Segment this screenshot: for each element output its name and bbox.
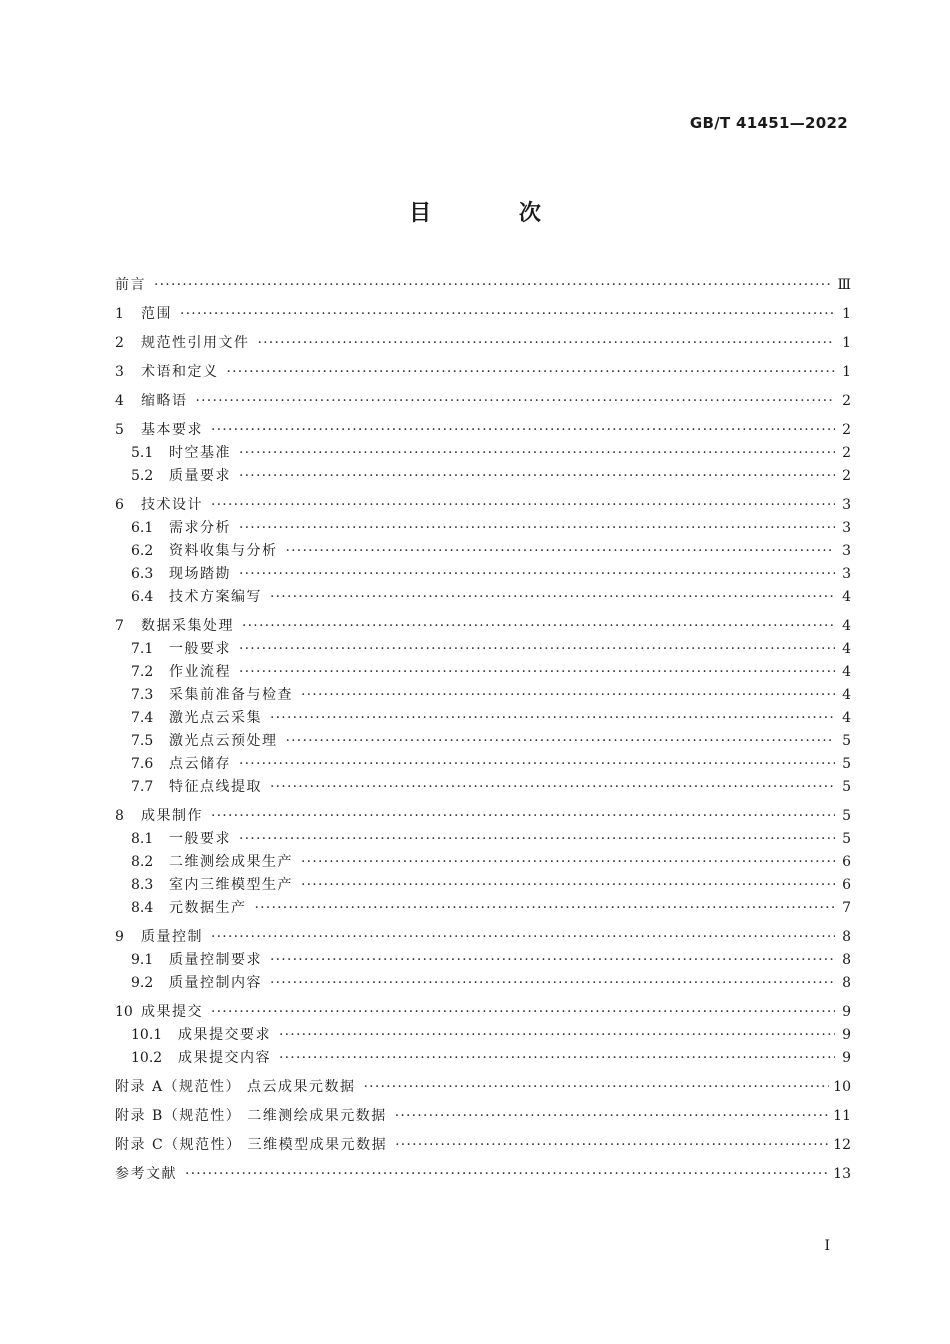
toc-entry-number: 7.7: [131, 779, 154, 795]
toc-subentry[interactable]: [115, 638, 851, 661]
toc-leader-dots: [239, 563, 835, 586]
toc-entry-label: 数据采集处理: [141, 618, 234, 634]
toc-leader-dots: [279, 1024, 835, 1047]
toc-entry-label: 成果提交要求: [178, 1027, 271, 1043]
toc-entry[interactable]: [115, 926, 851, 949]
toc-entry-label: 参考文献: [115, 1166, 177, 1182]
standard-code: GB/T 41451—2022: [689, 114, 848, 132]
toc-entry-number: 8: [115, 808, 124, 824]
toc-entry[interactable]: [115, 274, 851, 297]
toc-entry-number: 9.2: [131, 975, 154, 991]
toc-entry-page: 9: [842, 1027, 851, 1043]
toc-subentry[interactable]: [115, 707, 851, 730]
toc-entry[interactable]: [115, 361, 851, 384]
toc-leader-dots: [301, 874, 835, 897]
toc-entry-number: 6.1: [131, 520, 154, 536]
toc-leader-dots: [270, 972, 835, 995]
toc-entry-number: 5.2: [131, 468, 154, 484]
toc-entry[interactable]: [115, 1163, 851, 1186]
toc-entry-page: 3: [842, 566, 851, 582]
toc-subentry[interactable]: [115, 517, 851, 540]
toc-leader-dots: [258, 332, 836, 355]
toc-entry-number: 10.1: [131, 1027, 163, 1043]
toc-entry-label: 技术方案编写: [169, 589, 262, 605]
toc-entry-page: 1: [842, 335, 851, 351]
toc-entry-label: 质量控制: [141, 929, 203, 945]
toc-subentry[interactable]: [115, 1047, 851, 1070]
toc-entry-number: 2: [115, 335, 124, 351]
toc-entry-page: 5: [842, 779, 851, 795]
toc-entry-label: 激光点云采集: [169, 710, 262, 726]
toc-subentry[interactable]: [115, 586, 851, 609]
toc-subentry[interactable]: [115, 442, 851, 465]
toc-entry-number: 8.4: [131, 900, 154, 916]
toc-leader-dots: [211, 1001, 835, 1024]
toc-entry-number: 9: [115, 929, 124, 945]
toc-leader-dots: [211, 805, 835, 828]
toc-entry-number: 7: [115, 618, 124, 634]
toc-entry-number: 7.5: [131, 733, 154, 749]
toc-entry-page: 9: [842, 1050, 851, 1066]
toc-entry-number: 6: [115, 497, 124, 513]
toc-subentry[interactable]: [115, 563, 851, 586]
toc-entry-label: 基本要求: [141, 422, 203, 438]
toc-entry-label: 采集前准备与检查: [169, 687, 293, 703]
toc-entry-number: 10.2: [131, 1050, 163, 1066]
toc-entry-page: 2: [842, 393, 851, 409]
toc-leader-dots: [239, 753, 835, 776]
toc-entry-number: 6.3: [131, 566, 154, 582]
toc-entry-page: 9: [842, 1004, 851, 1020]
toc-entry-label: 成果制作: [141, 808, 203, 824]
toc-entry[interactable]: [115, 615, 851, 638]
toc-entry-page: 6: [842, 854, 851, 870]
toc-entry-label: 激光点云预处理: [169, 733, 278, 749]
toc-entry-label: 成果提交内容: [178, 1050, 271, 1066]
toc-entry-page: 1: [842, 364, 851, 380]
toc-leader-dots: [270, 776, 835, 799]
toc-title: 目 次: [409, 201, 581, 226]
toc-leader-dots: [301, 851, 835, 874]
toc-entry-page: 3: [842, 497, 851, 513]
toc-entry-page: Ⅲ: [837, 277, 851, 293]
toc-subentry[interactable]: [115, 776, 851, 799]
toc-entry-label: 术语和定义: [141, 364, 219, 380]
toc-entry-page: 8: [842, 929, 851, 945]
toc-leader-dots: [239, 661, 835, 684]
toc-leader-dots: [239, 828, 835, 851]
toc-leader-dots: [301, 684, 835, 707]
toc-entry-label: 作业流程: [169, 664, 231, 680]
toc-entry-page: 8: [842, 952, 851, 968]
toc-leader-dots: [270, 707, 835, 730]
toc-entry-page: 2: [842, 468, 851, 484]
toc-entry-page: 3: [842, 520, 851, 536]
toc-entry-page: 13: [833, 1166, 851, 1182]
toc-entry-page: 4: [842, 589, 851, 605]
toc-entry-page: 4: [842, 618, 851, 634]
toc-leader-dots: [227, 361, 836, 384]
toc-entry-label: 质量控制要求: [169, 952, 262, 968]
toc-entry-label: 附录 B（规范性） 二维测绘成果元数据: [115, 1108, 387, 1124]
toc-entry-label: 附录 C（规范性） 三维模型成果元数据: [115, 1137, 388, 1153]
toc-entry-page: 8: [842, 975, 851, 991]
toc-entry[interactable]: [115, 1105, 851, 1128]
toc-entry-number: 7.4: [131, 710, 154, 726]
toc-leader-dots: [270, 586, 835, 609]
toc-entry-label: 元数据生产: [169, 900, 247, 916]
toc-entry-label: 范围: [141, 306, 172, 322]
toc-subentry[interactable]: [115, 851, 851, 874]
toc-subentry[interactable]: [115, 949, 851, 972]
toc-entry-number: 8.3: [131, 877, 154, 893]
toc-leader-dots: [196, 390, 836, 413]
toc-entry-label: 附录 A（规范性） 点云成果元数据: [115, 1079, 356, 1095]
toc-entry-label: 现场踏勘: [169, 566, 231, 582]
toc-entry-number: 5.1: [131, 445, 154, 461]
toc-entry[interactable]: [115, 1134, 851, 1157]
toc-leader-dots: [395, 1134, 829, 1157]
toc-leader-dots: [239, 442, 835, 465]
toc-entry-number: 4: [115, 393, 124, 409]
toc-entry[interactable]: [115, 494, 851, 517]
toc-entry-page: 4: [842, 687, 851, 703]
toc-list: [115, 268, 851, 1186]
toc-entry-page: 11: [833, 1108, 851, 1124]
toc-entry-label: 室内三维模型生产: [169, 877, 293, 893]
toc-leader-dots: [239, 465, 835, 488]
toc-entry[interactable]: [115, 390, 851, 413]
toc-entry-number: 6.2: [131, 543, 154, 559]
toc-entry-page: 4: [842, 641, 851, 657]
toc-entry-page: 7: [842, 900, 851, 916]
toc-subentry[interactable]: [115, 753, 851, 776]
toc-leader-dots: [154, 274, 833, 297]
toc-entry-number: 1: [115, 306, 124, 322]
toc-entry-label: 质量要求: [169, 468, 231, 484]
toc-leader-dots: [239, 517, 835, 540]
toc-entry-number: 8.2: [131, 854, 154, 870]
toc-leader-dots: [279, 1047, 835, 1070]
toc-entry-label: 点云储存: [169, 756, 231, 772]
toc-leader-dots: [180, 303, 835, 326]
toc-leader-dots: [185, 1163, 829, 1186]
toc-entry-page: 5: [842, 733, 851, 749]
toc-subentry[interactable]: [115, 465, 851, 488]
toc-subentry[interactable]: [115, 874, 851, 897]
toc-entry-number: 6.4: [131, 589, 154, 605]
toc-subentry[interactable]: [115, 540, 851, 563]
toc-entry-page: 5: [842, 831, 851, 847]
toc-entry-number: 5: [115, 422, 124, 438]
toc-entry-label: 需求分析: [169, 520, 231, 536]
toc-entry-label: 前言: [115, 277, 146, 293]
toc-subentry[interactable]: [115, 897, 851, 920]
toc-entry-label: 缩略语: [141, 393, 188, 409]
toc-entry-label: 成果提交: [141, 1004, 203, 1020]
toc-entry-label: 一般要求: [169, 831, 231, 847]
toc-leader-dots: [286, 730, 836, 753]
toc-entry-number: 8.1: [131, 831, 154, 847]
toc-leader-dots: [211, 494, 835, 517]
toc-entry-label: 质量控制内容: [169, 975, 262, 991]
toc-subentry[interactable]: [115, 1024, 851, 1047]
toc-entry-page: 2: [842, 422, 851, 438]
toc-entry-page: 10: [833, 1079, 851, 1095]
toc-entry-page: 5: [842, 808, 851, 824]
toc-entry-label: 二维测绘成果生产: [169, 854, 293, 870]
toc-entry-label: 技术设计: [141, 497, 203, 513]
toc-leader-dots: [242, 615, 835, 638]
toc-entry[interactable]: [115, 332, 851, 355]
toc-entry-number: 7.1: [131, 641, 154, 657]
toc-entry-label: 规范性引用文件: [141, 335, 250, 351]
toc-subentry[interactable]: [115, 828, 851, 851]
toc-leader-dots: [395, 1105, 829, 1128]
toc-entry-page: 5: [842, 756, 851, 772]
toc-entry[interactable]: [115, 303, 851, 326]
toc-leader-dots: [211, 926, 835, 949]
toc-entry-number: 7.6: [131, 756, 154, 772]
toc-entry-number: 9.1: [131, 952, 154, 968]
toc-entry-page: 3: [842, 543, 851, 559]
toc-entry-label: 时空基准: [169, 445, 231, 461]
toc-entry-page: 12: [833, 1137, 851, 1153]
toc-leader-dots: [211, 419, 835, 442]
toc-entry-number: 10: [115, 1004, 133, 1020]
toc-entry[interactable]: [115, 1001, 851, 1024]
toc-leader-dots: [255, 897, 836, 920]
toc-leader-dots: [239, 638, 835, 661]
toc-entry[interactable]: [115, 419, 851, 442]
toc-entry-page: 6: [842, 877, 851, 893]
toc-entry[interactable]: [115, 805, 851, 828]
toc-entry-page: 2: [842, 445, 851, 461]
toc-leader-dots: [286, 540, 836, 563]
page-number: I: [824, 1238, 830, 1254]
toc-subentry[interactable]: [115, 684, 851, 707]
toc-entry-label: 特征点线提取: [169, 779, 262, 795]
toc-leader-dots: [364, 1076, 830, 1099]
toc-entry-page: 4: [842, 710, 851, 726]
toc-subentry[interactable]: [115, 661, 851, 684]
toc-entry[interactable]: [115, 1076, 851, 1099]
toc-entry-number: 7.3: [131, 687, 154, 703]
toc-entry-number: 7.2: [131, 664, 154, 680]
toc-subentry[interactable]: [115, 972, 851, 995]
toc-entry-number: 3: [115, 364, 124, 380]
toc-entry-page: 1: [842, 306, 851, 322]
toc-entry-label: 资料收集与分析: [169, 543, 278, 559]
toc-leader-dots: [270, 949, 835, 972]
toc-entry-page: 4: [842, 664, 851, 680]
toc-entry-label: 一般要求: [169, 641, 231, 657]
toc-subentry[interactable]: [115, 730, 851, 753]
